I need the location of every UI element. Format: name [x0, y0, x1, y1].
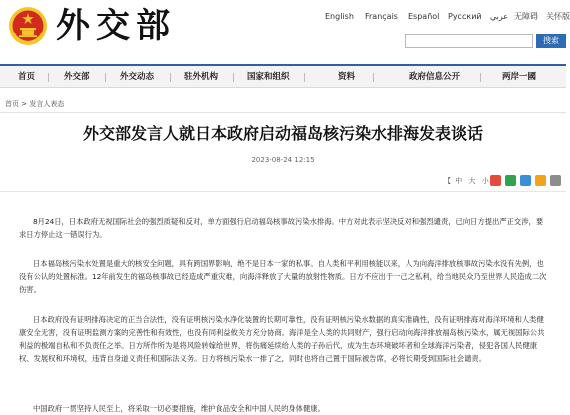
lang-spanish-link[interactable]: Español: [408, 12, 440, 21]
bracket-open: 【: [444, 177, 451, 185]
nav-divider: [304, 73, 305, 82]
breadcrumb-spokesperson-remarks[interactable]: 发言人表态: [29, 100, 65, 108]
search-button[interactable]: 搜索: [536, 34, 566, 48]
nav-item-diplomatic-news[interactable]: 外交动态: [120, 72, 155, 82]
share-qzone-icon[interactable]: [520, 175, 531, 186]
nav-item-government-info[interactable]: 政府信息公开: [409, 72, 461, 82]
site-logo-calligraphy[interactable]: 外交部: [56, 6, 176, 46]
print-icon[interactable]: [550, 175, 561, 186]
nav-divider: [105, 73, 106, 82]
font-size-large-button[interactable]: 中: [455, 177, 463, 185]
nav-item-countries-organizations[interactable]: 国家和组织: [247, 72, 290, 82]
nav-divider: [233, 73, 234, 82]
share-weibo-icon[interactable]: [490, 175, 501, 186]
article-paragraph: 日本福岛核污染水处置是重大的核安全问题，具有跨国界影响，绝不是日本一家的私事。自人类和平利用核能以来，人为向海洋排放核事故污染水没有先例，也没有公认的处置标准。12年前发生的福岛核事故已经造成严重灾难，向海洋释放了大量的放射性物质。日方不应出于一己之私利，给当地民众乃至世界人民造成二次伤害。: [19, 259, 547, 294]
nav-divider: [170, 73, 171, 82]
divider: [0, 112, 566, 113]
share-wechat-icon[interactable]: [505, 175, 516, 186]
nav-item-ministry[interactable]: 外交部: [64, 72, 90, 82]
site-header: [0, 0, 570, 62]
article-paragraph: 中国政府一贯坚持人民至上，将采取一切必要措施，维护食品安全和中国人民的身体健康。: [33, 404, 325, 413]
article-title: 外交部发言人就日本政府启动福岛核污染水排海发表谈话: [82, 124, 483, 143]
lang-english-link[interactable]: English: [325, 12, 354, 21]
breadcrumb-home[interactable]: 首页: [5, 100, 19, 108]
nav-item-cross-strait[interactable]: 两岸一國: [502, 72, 537, 82]
lang-russian-link[interactable]: Русский: [448, 12, 482, 21]
breadcrumb-separator: >: [21, 100, 30, 108]
nav-divider: [480, 73, 481, 82]
nav-item-missions-abroad[interactable]: 驻外机构: [184, 72, 219, 82]
font-size-medium-button[interactable]: 大: [468, 177, 476, 185]
accessibility-link[interactable]: 无障碍: [514, 12, 538, 21]
font-size-small-button[interactable]: 小: [481, 177, 489, 185]
article-paragraph: 日本政府没有证明排海决定的正当合法性，没有证明核污染水净化装置的长期可靠性，没有证明核污染水数据的真实准确性，没有证明排海对海洋环境和人类健康安全无害，没有证明监测方案的完善性和有效性，也没有同利益攸关方充分协商。海洋是全人类的共同财产，强行启动向海洋排放福岛核污染水，属无视国际公共利益的极端自私和不负责任之举。日方所作所为是将风险转嫁给世界，将伤痛延续给人类的子孙后代，成为生态环境破坏者和全球海洋污染者，侵犯各国人民健康权、发展权和环境权，违背自身道义责任和国际法义务。日方将核污染水一排了之，同时也将自己置于国际被告席，必将长期受到国际社会谴责。: [19, 315, 545, 363]
nav-divider: [48, 73, 49, 82]
lang-arabic-link[interactable]: عربي: [490, 12, 509, 21]
breadcrumb: [5, 98, 64, 110]
nav-divider: [373, 73, 374, 82]
care-mode-link[interactable]: 关怀版: [546, 12, 570, 21]
lang-french-link[interactable]: Français: [365, 12, 398, 21]
nav-item-home[interactable]: 首页: [18, 72, 36, 82]
main-nav: [0, 64, 566, 88]
divider: [0, 191, 566, 192]
language-switcher: [324, 10, 570, 24]
article-paragraph: 8月24日，日本政府无视国际社会的强烈质疑和反对，单方面强行启动福岛核事故污染水排海。中方对此表示坚决反对和强烈谴责，已向日方提出严正交涉，要求日方停止这一错误行为。: [19, 217, 544, 239]
search-input[interactable]: [405, 34, 533, 48]
nav-item-resources[interactable]: 资料: [338, 72, 356, 82]
article-toolbar: [0, 174, 566, 188]
share-more-icon[interactable]: [535, 175, 546, 186]
article-date: 2023-08-24 12:15: [251, 156, 315, 164]
national-emblem-icon[interactable]: [8, 6, 48, 46]
